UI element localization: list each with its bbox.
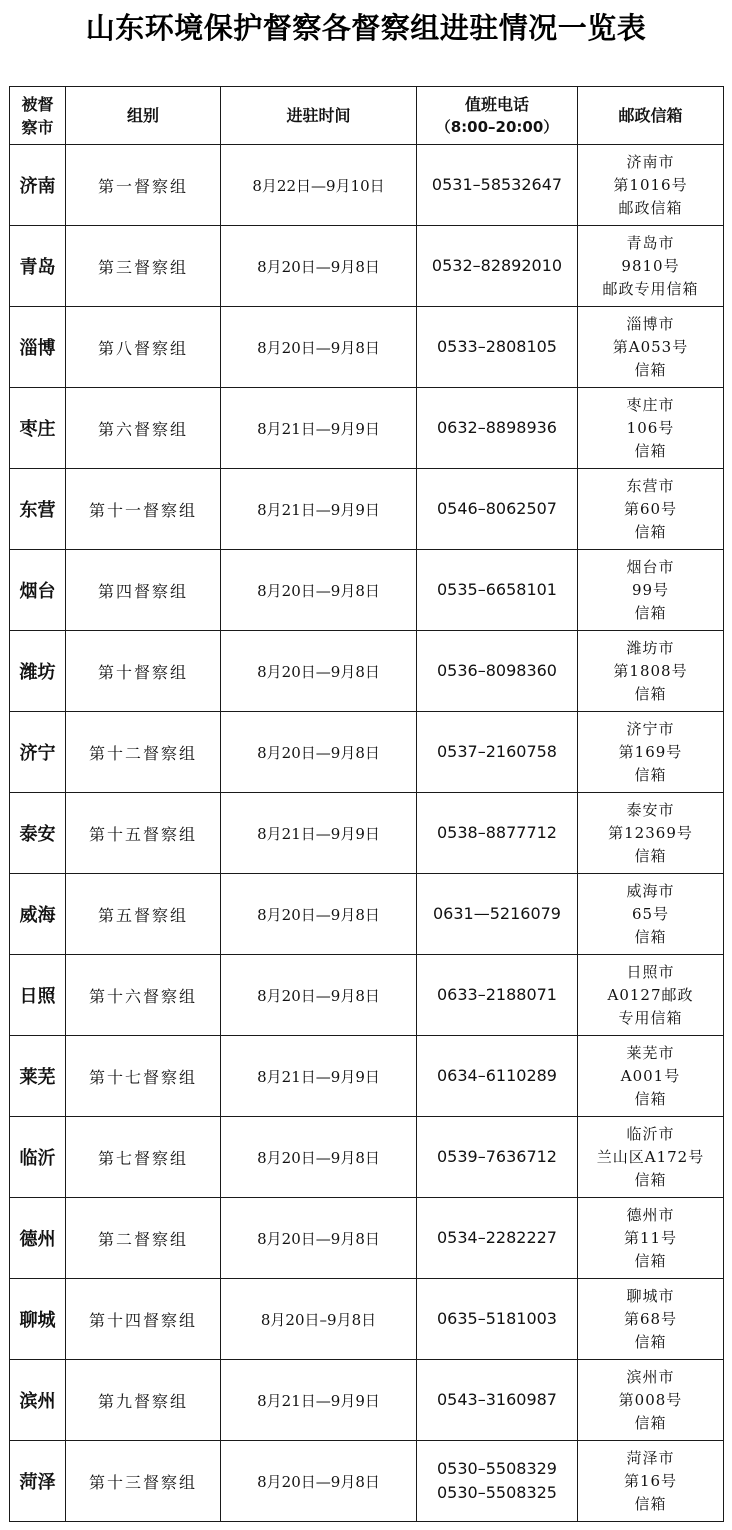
phone-cell — [417, 469, 578, 550]
city-cell: 枣庄 — [10, 388, 66, 469]
mailbox-cell — [578, 631, 724, 712]
mailbox-line: 信箱 — [634, 1332, 667, 1351]
period-cell: 8月20日—9月8日 — [221, 1198, 417, 1279]
group-cell: 第九督察组 — [66, 1360, 221, 1441]
period-cell: 8月22日—9月10日 — [221, 145, 417, 226]
city-cell: 青岛 — [10, 226, 66, 307]
phone-cell — [417, 1279, 578, 1360]
period-cell: 8月20日—9月8日 — [221, 1441, 417, 1522]
group-cell: 第十督察组 — [66, 631, 221, 712]
table-row — [10, 1360, 724, 1441]
table-row — [10, 1117, 724, 1198]
mailbox-line: 烟台市 — [626, 557, 675, 576]
period-cell: 8月21日—9月9日 — [221, 1360, 417, 1441]
city-cell: 威海 — [10, 874, 66, 955]
period-cell: 8月20日—9月8日 — [221, 631, 417, 712]
phone-cell — [417, 712, 578, 793]
mailbox-line: 日照市 — [626, 962, 675, 981]
phone-number: 0632–8898936 — [437, 418, 557, 437]
phone-number: 0538–8877712 — [437, 823, 557, 842]
table-row — [10, 388, 724, 469]
mailbox-cell — [578, 874, 724, 955]
mailbox-cell — [578, 1441, 724, 1522]
period-cell: 8月20日—9月8日 — [221, 226, 417, 307]
mailbox-cell — [578, 1279, 724, 1360]
period-cell: 8月21日—9月9日 — [221, 469, 417, 550]
mailbox-line: 信箱 — [634, 1089, 667, 1108]
phone-cell — [417, 793, 578, 874]
period-cell: 8月21日—9月9日 — [221, 793, 417, 874]
mailbox-line: 99号 — [631, 580, 670, 599]
phone-number: 0546–8062507 — [437, 499, 557, 518]
mailbox-line: 兰山区A172号 — [596, 1147, 705, 1166]
period-cell: 8月20日—9月8日 — [221, 1117, 417, 1198]
phone-cell — [417, 1441, 578, 1522]
mailbox-line: 65号 — [631, 904, 670, 923]
group-cell: 第四督察组 — [66, 550, 221, 631]
table-header-row — [10, 87, 724, 145]
column-header-phone — [417, 87, 578, 145]
mailbox-line: 菏泽市 — [626, 1448, 675, 1467]
mailbox-line: 信箱 — [634, 522, 667, 541]
mailbox-cell — [578, 226, 724, 307]
mailbox-line: 信箱 — [634, 684, 667, 703]
phone-cell — [417, 955, 578, 1036]
mailbox-cell — [578, 388, 724, 469]
table-row — [10, 1279, 724, 1360]
mailbox-line: 东营市 — [626, 476, 675, 495]
phone-number: 0532–82892010 — [431, 256, 563, 275]
phone-number: 0535–6658101 — [437, 580, 557, 599]
mailbox-cell — [578, 1360, 724, 1441]
mailbox-line: 信箱 — [634, 1251, 667, 1270]
mailbox-line: 潍坊市 — [626, 638, 675, 657]
mailbox-line: 专用信箱 — [618, 1008, 683, 1027]
phone-cell — [417, 874, 578, 955]
city-cell: 泰安 — [10, 793, 66, 874]
mailbox-line: 泰安市 — [626, 800, 675, 819]
mailbox-line: 第169号 — [618, 742, 683, 761]
mailbox-cell — [578, 712, 724, 793]
mailbox-cell — [578, 955, 724, 1036]
city-cell: 日照 — [10, 955, 66, 1036]
mailbox-line: 信箱 — [634, 765, 667, 784]
mailbox-cell — [578, 307, 724, 388]
period-cell: 8月21日—9月9日 — [221, 1036, 417, 1117]
mailbox-line: 邮政信箱 — [618, 198, 683, 217]
phone-cell — [417, 1198, 578, 1279]
group-cell: 第一督察组 — [66, 145, 221, 226]
mailbox-line: 信箱 — [634, 846, 667, 865]
phone-cell — [417, 226, 578, 307]
mailbox-line: 第1808号 — [613, 661, 688, 680]
period-cell: 8月20日–9月8日 — [221, 1279, 417, 1360]
mailbox-line: 第12369号 — [608, 823, 693, 842]
table-row — [10, 955, 724, 1036]
mailbox-line: 济南市 — [626, 152, 675, 171]
mailbox-line: 第A053号 — [612, 337, 689, 356]
group-cell: 第十六督察组 — [66, 955, 221, 1036]
city-cell: 烟台 — [10, 550, 66, 631]
phone-cell — [417, 1036, 578, 1117]
mailbox-line: 邮政专用信箱 — [602, 279, 699, 298]
period-cell: 8月20日—9月8日 — [221, 712, 417, 793]
table-row — [10, 226, 724, 307]
page-title: 山东环境保护督察各督察组进驻情况一览表 — [85, 11, 647, 45]
mailbox-line: 第68号 — [623, 1309, 678, 1328]
group-cell: 第六督察组 — [66, 388, 221, 469]
phone-number: 0536–8098360 — [437, 661, 557, 680]
mailbox-line: 威海市 — [626, 881, 675, 900]
phone-cell — [417, 307, 578, 388]
column-header-phone-hours: （8:00–20:00） — [435, 117, 559, 136]
table-row — [10, 712, 724, 793]
mailbox-line: 临沂市 — [626, 1124, 675, 1143]
group-cell: 第二督察组 — [66, 1198, 221, 1279]
mailbox-line: 青岛市 — [626, 233, 675, 252]
group-cell: 第十一督察组 — [66, 469, 221, 550]
mailbox-line: 信箱 — [634, 1170, 667, 1189]
column-header-period: 进驻时间 — [221, 87, 417, 145]
city-cell: 滨州 — [10, 1360, 66, 1441]
phone-cell — [417, 1117, 578, 1198]
phone-number: 0543–3160987 — [437, 1390, 557, 1409]
table-body — [10, 145, 724, 1522]
group-cell: 第十五督察组 — [66, 793, 221, 874]
table-row — [10, 469, 724, 550]
phone-number: 0531–58532647 — [431, 175, 563, 194]
table-row — [10, 793, 724, 874]
group-cell: 第八督察组 — [66, 307, 221, 388]
group-cell: 第十四督察组 — [66, 1279, 221, 1360]
table-row — [10, 874, 724, 955]
group-cell: 第十二督察组 — [66, 712, 221, 793]
city-cell: 济宁 — [10, 712, 66, 793]
city-cell: 济南 — [10, 145, 66, 226]
group-cell: 第七督察组 — [66, 1117, 221, 1198]
city-cell: 莱芜 — [10, 1036, 66, 1117]
phone-number: 0533–2808105 — [437, 337, 557, 356]
column-header-city-line2: 察市 — [21, 117, 54, 137]
mailbox-line: 信箱 — [634, 927, 667, 946]
phone-cell — [417, 550, 578, 631]
phone-number: 0530–5508329 — [437, 1459, 557, 1478]
period-cell: 8月20日—9月8日 — [221, 307, 417, 388]
phone-number: 0530–5508325 — [437, 1483, 557, 1502]
mailbox-line: 第16号 — [623, 1471, 678, 1490]
inspection-roster-table — [9, 86, 724, 1522]
period-cell: 8月21日—9月9日 — [221, 388, 417, 469]
column-header-group: 组别 — [66, 87, 221, 145]
phone-number: 0537–2160758 — [437, 742, 557, 761]
city-cell: 德州 — [10, 1198, 66, 1279]
table-row — [10, 1036, 724, 1117]
city-cell: 临沂 — [10, 1117, 66, 1198]
group-cell: 第十七督察组 — [66, 1036, 221, 1117]
mailbox-line: A0127邮政 — [607, 985, 694, 1004]
column-header-city-line1: 被督 — [21, 94, 54, 114]
mailbox-line: 信箱 — [634, 360, 667, 379]
phone-number: 0631—5216079 — [433, 904, 561, 923]
city-cell: 东营 — [10, 469, 66, 550]
period-cell: 8月20日—9月8日 — [221, 874, 417, 955]
mailbox-line: 9810号 — [621, 256, 680, 275]
phone-number: 0539–7636712 — [437, 1147, 557, 1166]
mailbox-line: 莱芜市 — [626, 1043, 675, 1062]
period-cell: 8月20日—9月8日 — [221, 550, 417, 631]
mailbox-line: 第008号 — [618, 1390, 683, 1409]
phone-number: 0534–2282227 — [437, 1228, 557, 1247]
city-cell: 潍坊 — [10, 631, 66, 712]
mailbox-cell — [578, 1117, 724, 1198]
group-cell: 第五督察组 — [66, 874, 221, 955]
mailbox-line: 第1016号 — [613, 175, 688, 194]
phone-cell — [417, 145, 578, 226]
table-row — [10, 1441, 724, 1522]
phone-cell — [417, 388, 578, 469]
group-cell: 第三督察组 — [66, 226, 221, 307]
mailbox-line: 信箱 — [634, 441, 667, 460]
mailbox-cell — [578, 550, 724, 631]
mailbox-line: A001号 — [620, 1066, 681, 1085]
column-header-city — [10, 87, 66, 145]
phone-cell — [417, 631, 578, 712]
phone-number: 0633–2188071 — [437, 985, 557, 1004]
mailbox-cell — [578, 145, 724, 226]
mailbox-line: 聊城市 — [626, 1286, 675, 1305]
mailbox-cell — [578, 793, 724, 874]
phone-number: 0634–6110289 — [437, 1066, 557, 1085]
mailbox-line: 德州市 — [626, 1205, 675, 1224]
table-row — [10, 145, 724, 226]
period-cell: 8月20日—9月8日 — [221, 955, 417, 1036]
mailbox-line: 枣庄市 — [626, 395, 675, 414]
table-row — [10, 307, 724, 388]
mailbox-line: 淄博市 — [626, 314, 675, 333]
mailbox-line: 滨州市 — [626, 1367, 675, 1386]
column-header-mailbox: 邮政信箱 — [578, 87, 724, 145]
city-cell: 菏泽 — [10, 1441, 66, 1522]
mailbox-line: 第60号 — [623, 499, 678, 518]
mailbox-line: 第11号 — [623, 1228, 678, 1247]
phone-number: 0635–5181003 — [437, 1309, 557, 1328]
mailbox-cell — [578, 1198, 724, 1279]
mailbox-line: 济宁市 — [626, 719, 675, 738]
column-header-phone-label: 值班电话 — [464, 94, 529, 114]
mailbox-cell — [578, 469, 724, 550]
table-row — [10, 1198, 724, 1279]
table-row — [10, 631, 724, 712]
table-row — [10, 550, 724, 631]
mailbox-cell — [578, 1036, 724, 1117]
mailbox-line: 信箱 — [634, 603, 667, 622]
phone-cell — [417, 1360, 578, 1441]
city-cell: 聊城 — [10, 1279, 66, 1360]
city-cell: 淄博 — [10, 307, 66, 388]
mailbox-line: 信箱 — [634, 1494, 667, 1513]
mailbox-line: 信箱 — [634, 1413, 667, 1432]
mailbox-line: 106号 — [626, 418, 675, 437]
group-cell: 第十三督察组 — [66, 1441, 221, 1522]
